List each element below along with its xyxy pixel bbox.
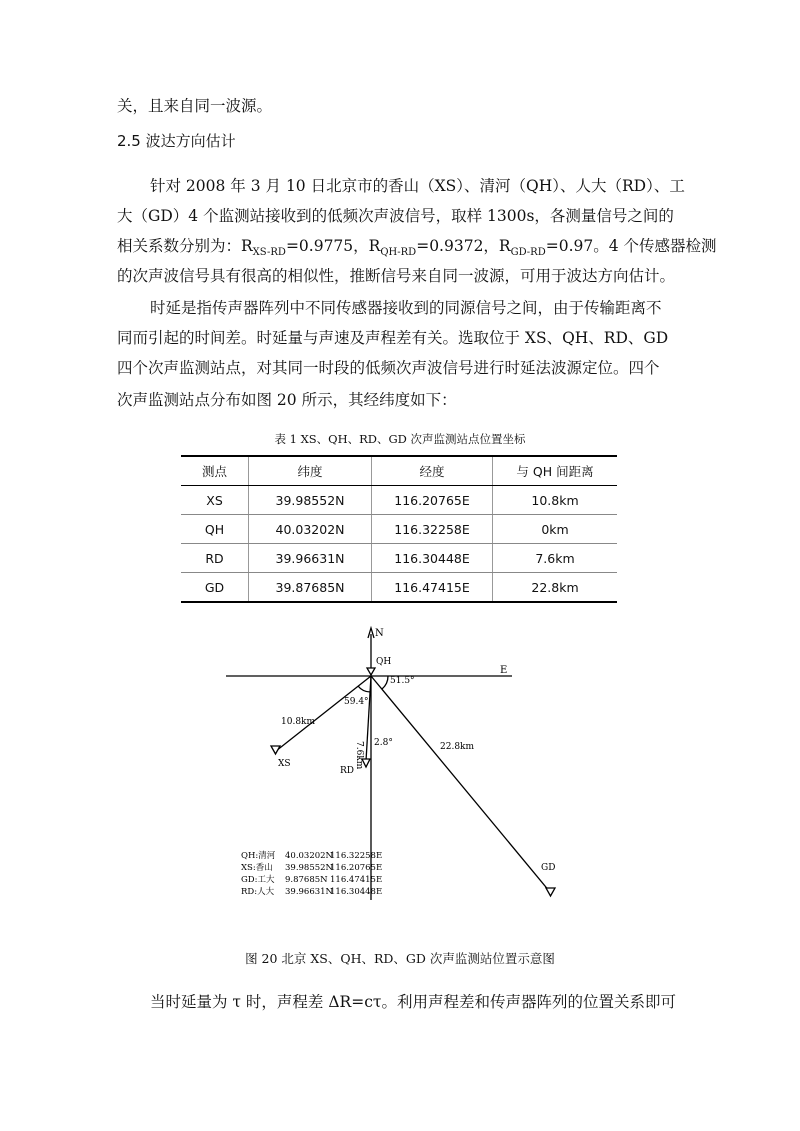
line-to-gd — [371, 676, 550, 892]
cell: 116.30448E — [372, 544, 493, 573]
coordinate-legend — [241, 850, 382, 897]
legend-lon: 116.47415E — [330, 875, 383, 885]
cell: RD — [181, 544, 249, 573]
legend-lat: 39.96631N — [285, 887, 333, 897]
angle-arc-gd — [382, 676, 388, 689]
para1-l3-d: =0.97。4 个传感器检测 — [545, 237, 717, 255]
station-marker-icon-qh — [367, 668, 375, 675]
label-angle-rd: 2.8° — [374, 738, 393, 748]
legend-lat: 40.03202N — [285, 851, 333, 861]
legend-lat: 39.98552N — [285, 863, 333, 873]
line-to-rd — [366, 676, 371, 761]
label-angle-gd: 51.5° — [390, 676, 415, 686]
para1-line2: 大（GD）4 个监测站接收到的低频次声波信号，取样 1300s，各测量信号之间的 — [117, 207, 674, 225]
label-dist-rd: 7.6km — [354, 741, 364, 770]
para1-line1: 针对 2008 年 3 月 10 日北京市的香山（XS）、清河（QH）、人大（RD）、工 — [150, 177, 685, 195]
label-gd: GD — [541, 863, 556, 873]
station-marker-icon-gd — [546, 888, 555, 896]
cell: QH — [181, 515, 249, 544]
para1-line4: 的次声波信号具有很高的相似性，推断信号来自同一波源，可用于波达方向估计。 — [117, 267, 676, 285]
para2-line1: 时延是指传声器阵列中不同传感器接收到的同源信号之间，由于传输距离不 — [150, 299, 662, 317]
legend-lon: 116.20765E — [330, 863, 383, 873]
cell: 40.03202N — [249, 515, 372, 544]
last-line: 当时延量为 τ 时，声程差 ΔR=cτ。利用声程差和传声器阵列的位置关系即可 — [150, 993, 676, 1011]
cell: 10.8km — [493, 486, 618, 515]
axis-label-e: E — [500, 665, 508, 676]
cell: 0km — [493, 515, 618, 544]
cell: 39.96631N — [249, 544, 372, 573]
header-longitude: 经度 — [372, 456, 493, 486]
para2-line2: 同而引起的时间差。时延量与声速及声程差有关。选取位于 XS、QH、RD、GD — [117, 329, 669, 347]
table-caption: 表 1 XS、QH、RD、GD 次声监测站点位置坐标 — [274, 432, 526, 446]
paragraph-fragment: 关，且来自同一波源。 — [117, 97, 273, 115]
cell: 22.8km — [493, 573, 618, 603]
para1-l3-b: =0.9775，R — [285, 237, 381, 255]
sub-gd-rd: GD-RD — [510, 247, 546, 259]
cell: 116.47415E — [372, 573, 493, 603]
axis-label-n: N — [375, 628, 384, 639]
para1-l3-c: =0.9372，R — [416, 237, 511, 255]
legend-lon: 116.32258E — [330, 851, 383, 861]
line-to-xs — [276, 676, 371, 751]
label-rd: RD — [340, 766, 354, 776]
cell: 116.32258E — [372, 515, 493, 544]
cell: 39.98552N — [249, 486, 372, 515]
figure-caption: 图 20 北京 XS、QH、RD、GD 次声监测站位置示意图 — [245, 951, 555, 966]
header-station: 测点 — [181, 456, 249, 486]
legend-name: XS:香山 — [241, 863, 273, 873]
legend-name: QH:清河 — [241, 851, 276, 861]
para1-l3-a: 相关系数分别为：R — [117, 237, 253, 255]
label-dist-gd: 22.8km — [440, 742, 475, 752]
angle-arc-xs — [358, 686, 371, 692]
cell: 39.87685N — [249, 573, 372, 603]
label-xs: XS — [278, 759, 291, 769]
cell: XS — [181, 486, 249, 515]
legend-lon: 116.30448E — [330, 887, 383, 897]
section-heading: 2.5 波达方向估计 — [117, 132, 236, 150]
station-marker-icon-xs — [271, 746, 280, 754]
label-qh: QH — [376, 657, 392, 667]
legend-lat: 9.87685N — [285, 875, 328, 885]
sub-qh-rd: QH-RD — [380, 247, 417, 259]
header-distance: 与 QH 间距离 — [493, 456, 618, 486]
cell: 116.20765E — [372, 486, 493, 515]
legend-name: GD:工大 — [241, 875, 275, 885]
para2-line4: 次声监测站点分布如图 20 所示，其经纬度如下： — [117, 391, 457, 409]
para2-line3: 四个次声监测站点，对其同一时段的低频次声波信号进行时延法波源定位。四个 — [117, 359, 660, 377]
cell: GD — [181, 573, 249, 603]
header-latitude: 纬度 — [249, 456, 372, 486]
legend-name: RD:人大 — [241, 887, 275, 897]
sub-xs-rd: XS-RD — [252, 247, 286, 259]
label-angle-xs: 59.4° — [344, 697, 369, 707]
label-dist-xs: 10.8km — [281, 717, 316, 727]
cell: 7.6km — [493, 544, 618, 573]
